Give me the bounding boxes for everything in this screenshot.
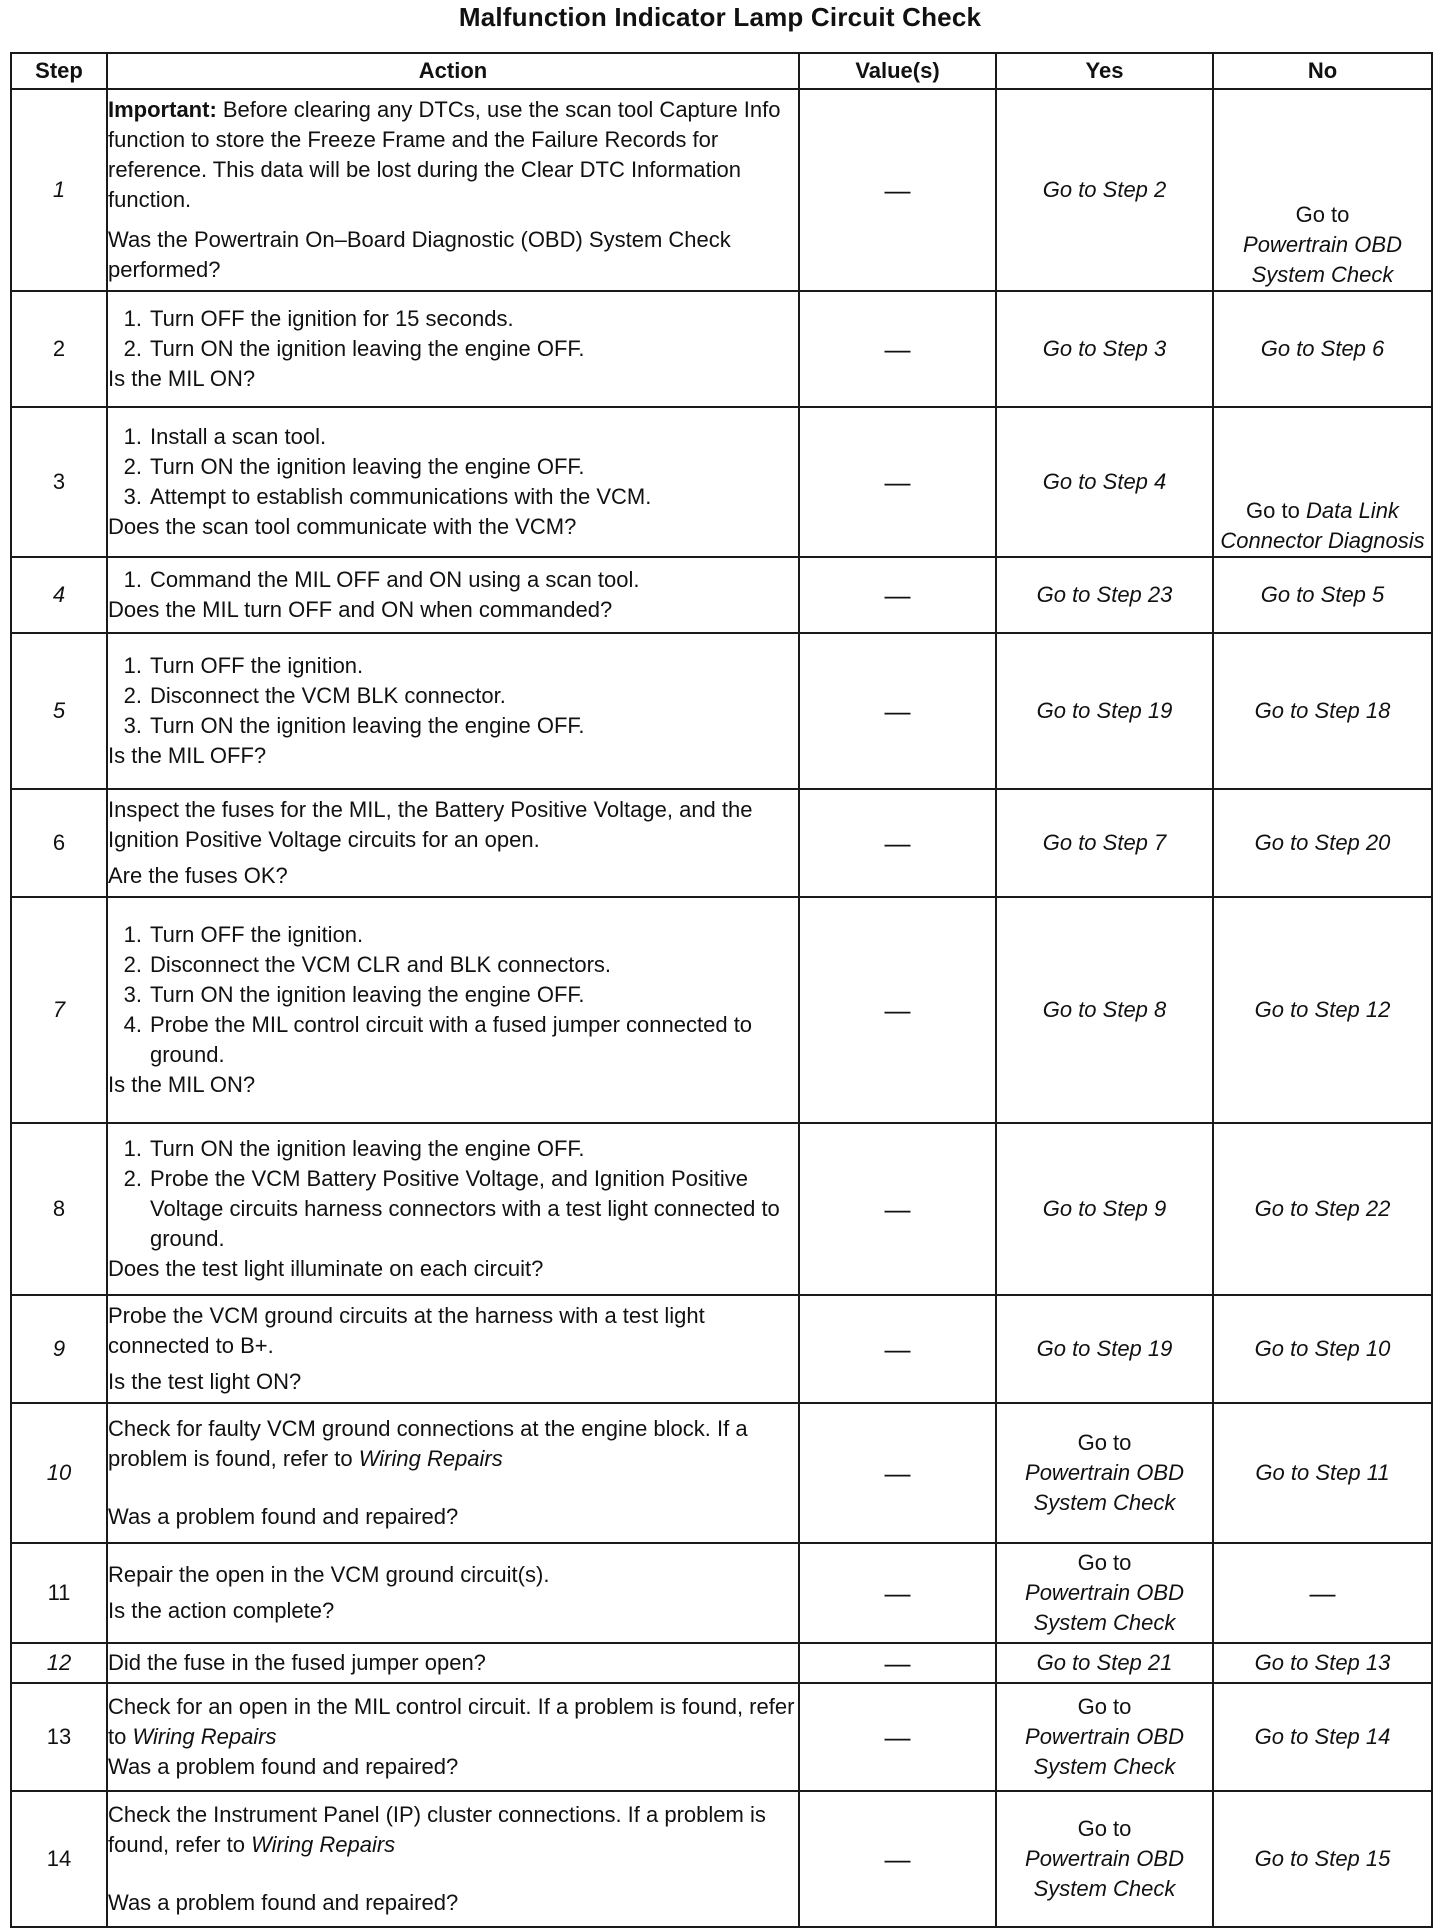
value-cell: — <box>799 1791 996 1927</box>
important-text: Before clearing any DTCs, use the scan tool Capture Info function to store the Freeze Frame and the Failure Records for reference. This data will be lost during the Clear DTC Information function. <box>108 97 781 212</box>
table-row-step-10 <box>11 1403 1432 1543</box>
action-text: Probe the VCM ground circuits at the harness with a test light connected to B+. <box>108 1303 705 1358</box>
wiring-repairs-link[interactable]: Wiring Repairs <box>132 1724 277 1749</box>
step-number: 7 <box>11 897 107 1123</box>
header-no: No <box>1213 53 1432 89</box>
header-action: Action <box>107 53 799 89</box>
table-row-step-5 <box>11 633 1432 789</box>
action-item: Disconnect the VCM BLK connector. <box>150 683 506 708</box>
no-link[interactable]: Data Link Connector Diagnosis <box>1220 498 1425 553</box>
no-cell: Go to Step 13 <box>1213 1643 1432 1683</box>
value-cell: — <box>799 789 996 897</box>
header-values: Value(s) <box>799 53 996 89</box>
yes-prefix: Go to <box>1077 1694 1132 1719</box>
step-number: 5 <box>11 633 107 789</box>
table-row-step-4 <box>11 557 1432 633</box>
action-question: Was a problem found and repaired? <box>108 1754 459 1779</box>
action-question: Does the scan tool communicate with the VCM? <box>108 514 577 539</box>
value-cell: — <box>799 291 996 407</box>
action-cell <box>107 89 799 291</box>
step-number: 9 <box>11 1295 107 1403</box>
value-cell: — <box>799 1683 996 1791</box>
step-number: 11 <box>11 1543 107 1643</box>
yes-cell: Go to Step 4 <box>996 407 1213 557</box>
no-cell: Go to Step 14 <box>1213 1683 1432 1791</box>
yes-prefix: Go to <box>1077 1430 1132 1455</box>
table-row-step-1 <box>11 89 1432 291</box>
action-item: Turn ON the ignition leaving the engine OFF. <box>150 336 585 361</box>
action-cell: 1. Turn OFF the ignition. 2. Disconnect the VCM CLR and BLK connectors. 3. Turn ON the ignition leaving the engine OFF. 4. Probe the MIL control circuit with a fused jumper connected to ground. Is the MIL ON? <box>107 897 799 1123</box>
yes-link[interactable]: Powertrain OBD System Check <box>1025 1724 1184 1779</box>
action-cell: 1. Command the MIL OFF and ON using a scan tool. Does the MIL turn OFF and ON when commanded? <box>107 557 799 633</box>
action-question: Did the fuse in the fused jumper open? <box>108 1650 486 1675</box>
header-yes: Yes <box>996 53 1213 89</box>
table-row-step-7 <box>11 897 1432 1123</box>
action-cell <box>107 1791 799 1927</box>
action-text <box>108 1692 798 1752</box>
action-text <box>108 1800 798 1860</box>
yes-cell: Go to Step 2 <box>996 89 1213 291</box>
action-text <box>108 1414 798 1474</box>
no-cell: Go to Step 15 <box>1213 1791 1432 1927</box>
action-text: Repair the open in the VCM ground circuit(s). <box>108 1562 550 1587</box>
yes-cell: Go to Step 23 <box>996 557 1213 633</box>
action-item: Attempt to establish communications with the VCM. <box>150 484 652 509</box>
no-prefix: Go to <box>1295 202 1350 227</box>
no-cell <box>1213 89 1432 291</box>
no-cell: Go to Step 18 <box>1213 633 1432 789</box>
step-number: 13 <box>11 1683 107 1791</box>
yes-cell <box>996 1791 1213 1927</box>
action-question: Is the MIL ON? <box>108 1072 256 1097</box>
action-text-body: Check the Instrument Panel (IP) cluster connections. If a problem is found, refer to <box>108 1802 766 1857</box>
yes-cell: Go to Step 21 <box>996 1643 1213 1683</box>
step-number: 14 <box>11 1791 107 1927</box>
yes-link[interactable]: Powertrain OBD System Check <box>1025 1460 1184 1515</box>
action-cell: 1. Turn ON the ignition leaving the engine OFF. 2. Probe the VCM Battery Positive Voltage, and Ignition Positive Voltage circuits harness connectors with a test light connected to ground. Does the test light illuminate on each circuit? <box>107 1123 799 1295</box>
action-question: Was a problem found and repaired? <box>108 1504 459 1529</box>
yes-link[interactable]: Powertrain OBD System Check <box>1025 1846 1184 1901</box>
step-number: 2 <box>11 291 107 407</box>
wiring-repairs-link[interactable]: Wiring Repairs <box>358 1446 503 1471</box>
action-cell <box>107 1543 799 1643</box>
action-cell: 1. Install a scan tool. 2. Turn ON the ignition leaving the engine OFF. 3. Attempt to establish communications with the VCM. Does the scan tool communicate with the VCM? <box>107 407 799 557</box>
table-row-step-2 <box>11 291 1432 407</box>
step-number: 3 <box>11 407 107 557</box>
action-cell: 1. Turn OFF the ignition. 2. Disconnect the VCM BLK connector. 3. Turn ON the ignition leaving the engine OFF. Is the MIL OFF? <box>107 633 799 789</box>
action-cell: 1. Turn OFF the ignition for 15 seconds. 2. Turn ON the ignition leaving the engine OFF. Is the MIL ON? <box>107 291 799 407</box>
page-title: Malfunction Indicator Lamp Circuit Check <box>458 2 982 32</box>
yes-cell: Go to Step 19 <box>996 1295 1213 1403</box>
yes-cell: Go to Step 9 <box>996 1123 1213 1295</box>
action-item: Probe the MIL control circuit with a fused jumper connected to ground. <box>150 1012 753 1067</box>
action-item: Turn OFF the ignition. <box>150 922 364 947</box>
step-number: 6 <box>11 789 107 897</box>
table-row-step-11 <box>11 1543 1432 1643</box>
action-question: Is the MIL ON? <box>108 366 256 391</box>
action-cell <box>107 1643 799 1683</box>
yes-prefix: Go to <box>1077 1816 1132 1841</box>
value-cell: — <box>799 1123 996 1295</box>
table-row-step-8 <box>11 1123 1432 1295</box>
step-number: 4 <box>11 557 107 633</box>
important-label: Important: <box>108 97 217 122</box>
header-row <box>11 53 1432 89</box>
action-item: Disconnect the VCM CLR and BLK connectors. <box>150 952 612 977</box>
table-row-step-6 <box>11 789 1432 897</box>
no-cell: Go to Step 20 <box>1213 789 1432 897</box>
action-item: Probe the VCM Battery Positive Voltage, and Ignition Positive Voltage circuits harness connectors with a test light connected to ground. <box>150 1166 780 1251</box>
yes-cell <box>996 1543 1213 1643</box>
action-text-body: Check for an open in the MIL control circuit. If a problem is found, refer to <box>108 1694 795 1749</box>
value-cell: — <box>799 89 996 291</box>
yes-link[interactable]: Powertrain OBD System Check <box>1025 1580 1184 1635</box>
no-cell: Go to Step 6 <box>1213 291 1432 407</box>
no-cell: Go to Step 22 <box>1213 1123 1432 1295</box>
action-text-body: Check for faulty VCM ground connections at the engine block. If a problem is found, refer to <box>108 1416 748 1471</box>
value-cell: — <box>799 1543 996 1643</box>
yes-cell: Go to Step 19 <box>996 633 1213 789</box>
table-row-step-3 <box>11 407 1432 557</box>
action-item: Turn ON the ignition leaving the engine OFF. <box>150 982 585 1007</box>
no-cell: Go to Step 11 <box>1213 1403 1432 1543</box>
yes-cell <box>996 1683 1213 1791</box>
circuit-check-table <box>10 52 1433 1928</box>
action-question: Does the MIL turn OFF and ON when commanded? <box>108 597 613 622</box>
yes-cell <box>996 1403 1213 1543</box>
action-question: Is the MIL OFF? <box>108 743 267 768</box>
table-row-step-12 <box>11 1643 1432 1683</box>
value-cell: — <box>799 897 996 1123</box>
action-item: Command the MIL OFF and ON using a scan tool. <box>150 567 640 592</box>
no-prefix: Go to <box>1246 498 1300 523</box>
no-link[interactable]: Powertrain OBD System Check <box>1243 232 1402 287</box>
yes-prefix: Go to <box>1077 1550 1132 1575</box>
action-question: Are the fuses OK? <box>108 863 288 888</box>
no-cell: Go to Step 12 <box>1213 897 1432 1123</box>
yes-cell: Go to Step 7 <box>996 789 1213 897</box>
table-row-step-14 <box>11 1791 1432 1927</box>
value-cell: — <box>799 1295 996 1403</box>
table-row-step-13 <box>11 1683 1432 1791</box>
step-number: 8 <box>11 1123 107 1295</box>
value-cell: — <box>799 633 996 789</box>
important-note <box>108 95 798 215</box>
no-cell <box>1213 407 1432 557</box>
action-question: Is the test light ON? <box>108 1369 302 1394</box>
action-cell <box>107 1403 799 1543</box>
action-cell <box>107 1295 799 1403</box>
value-cell: — <box>799 1403 996 1543</box>
value-cell: — <box>799 557 996 633</box>
action-cell <box>107 789 799 897</box>
action-question: Is the action complete? <box>108 1598 335 1623</box>
value-cell: — <box>799 1643 996 1683</box>
no-cell: Go to Step 5 <box>1213 557 1432 633</box>
action-item: Turn OFF the ignition for 15 seconds. <box>150 306 514 331</box>
action-cell <box>107 1683 799 1791</box>
wiring-repairs-link[interactable]: Wiring Repairs <box>251 1832 396 1857</box>
step-number: 10 <box>11 1403 107 1543</box>
action-question: Was a problem found and repaired? <box>108 1890 459 1915</box>
action-item: Turn ON the ignition leaving the engine OFF. <box>150 454 585 479</box>
no-cell: — <box>1213 1543 1432 1643</box>
action-item: Turn OFF the ignition. <box>150 653 364 678</box>
action-text: Inspect the fuses for the MIL, the Battery Positive Voltage, and the Ignition Positive Voltage circuits for an open. <box>108 797 753 852</box>
yes-cell: Go to Step 8 <box>996 897 1213 1123</box>
header-step: Step <box>11 53 107 89</box>
yes-cell: Go to Step 3 <box>996 291 1213 407</box>
action-item: Turn ON the ignition leaving the engine OFF. <box>150 713 585 738</box>
action-item: Install a scan tool. <box>150 424 327 449</box>
step-number: 1 <box>11 89 107 291</box>
action-item: Turn ON the ignition leaving the engine OFF. <box>150 1136 585 1161</box>
action-question: Does the test light illuminate on each circuit? <box>108 1256 544 1281</box>
step-number: 12 <box>11 1643 107 1683</box>
table-row-step-9 <box>11 1295 1432 1403</box>
no-cell: Go to Step 10 <box>1213 1295 1432 1403</box>
value-cell: — <box>799 407 996 557</box>
action-question: Was the Powertrain On–Board Diagnostic (OBD) System Check performed? <box>108 227 731 282</box>
